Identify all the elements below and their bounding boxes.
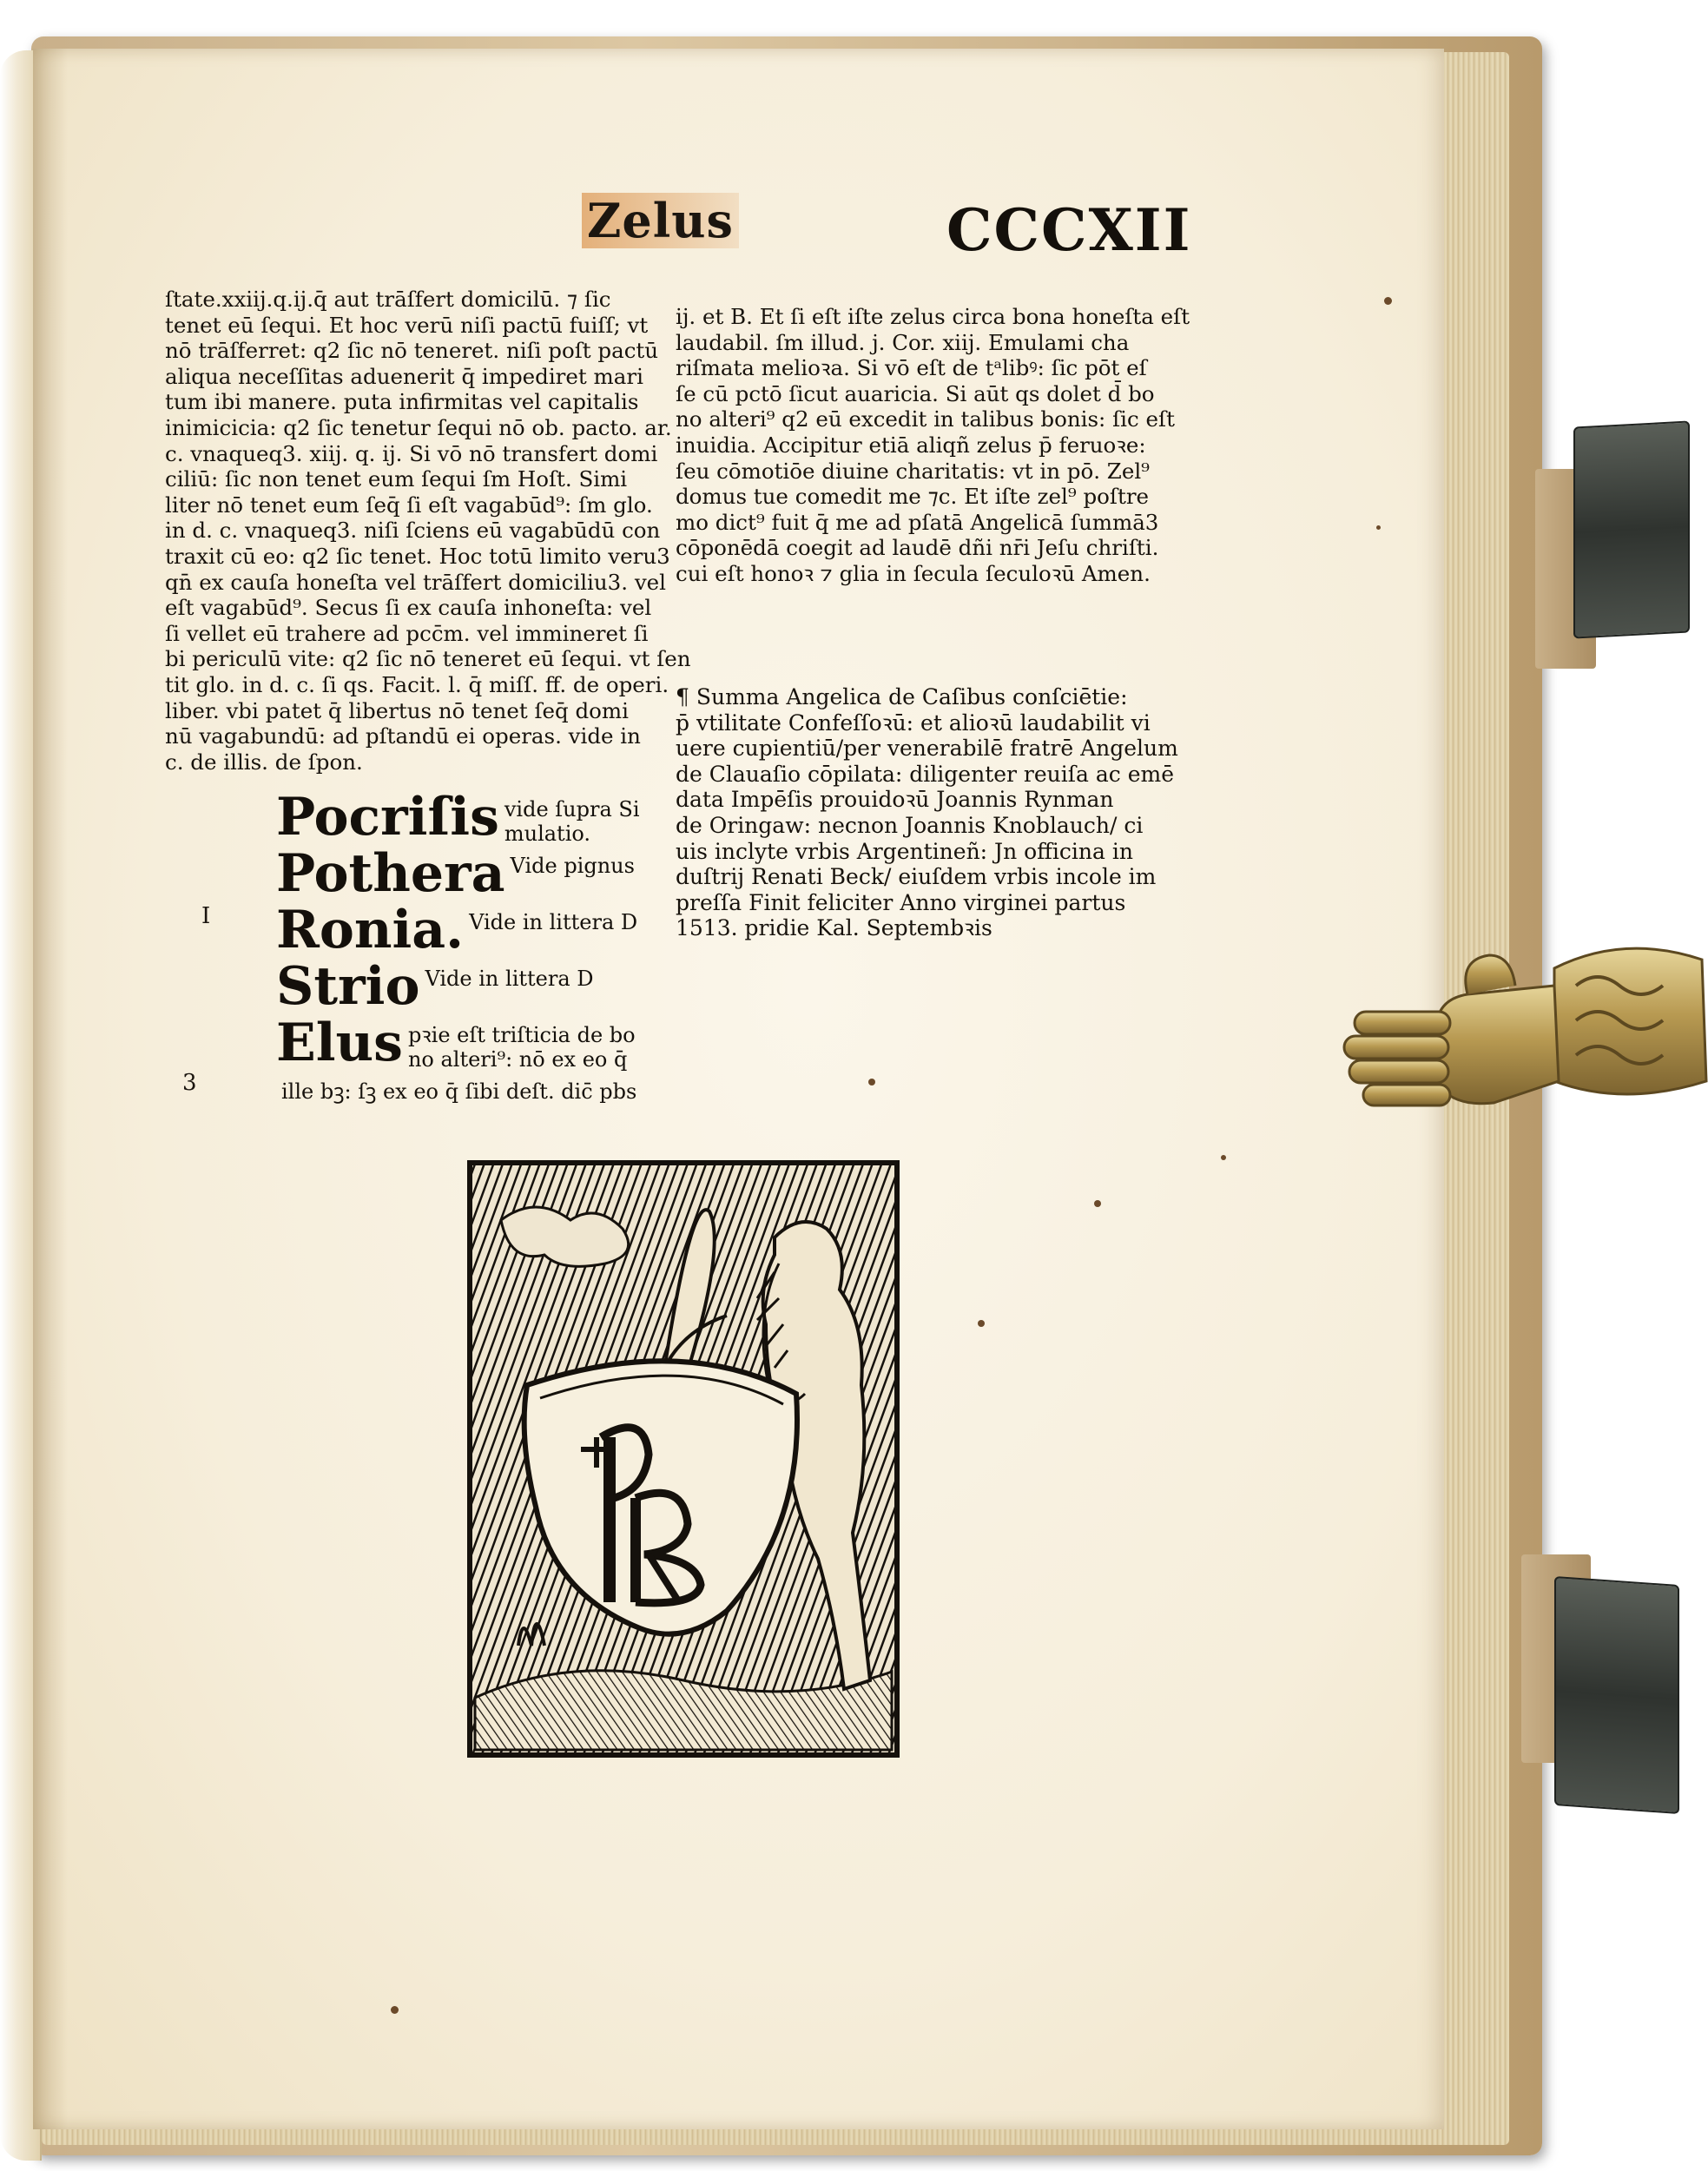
text-line: qn̄ ex cauſa honeſta vel trāſfert domiciliu3. vel: [165, 569, 666, 595]
text-line: tit glo. in d. c. ſi qs. Facit. l. q̄ miſſ. ff. de operi.: [165, 671, 669, 697]
colophon-line: preſſa Finit feliciter Anno virginei partus: [676, 889, 1126, 915]
text-line: c. vnaqueq3. xiij. q. ij. Si vō nō transfert domi: [165, 440, 658, 466]
folio-number: CCCXII: [946, 196, 1192, 264]
text-line: liter nō tenet eum ſeq̄ ſi eſt vagabūd⁹: ſm glo.: [165, 492, 653, 518]
hand-clasp-icon[interactable]: [1337, 934, 1708, 1159]
right-text-column: [676, 304, 1190, 587]
colophon: [676, 684, 1178, 941]
text-line: aliqua neceſſitas aduenerit q̄ impediret mari: [165, 363, 643, 389]
left-text-column: [165, 287, 691, 775]
foxing-spot: [1376, 525, 1381, 530]
text-line: no alteri⁹ q2 eū excedit in talibus bonis: ſic eſt: [676, 406, 1175, 432]
colophon-line: ¶ Summa Angelica de Caſibus conſciētie:: [676, 684, 1128, 709]
colophon-line: data Impēſis prouidoꝛū Joannis Rynman: [676, 787, 1114, 813]
entry-reference-line: pꝛie eſt triſticia de bo: [407, 1023, 636, 1047]
margin-mark: 3: [182, 1070, 197, 1096]
entry-reference-line: mulatio.: [504, 822, 591, 846]
text-line: mo dict⁹ fuit q̄ me ad pſatā Angelicā ſummā3: [676, 509, 1159, 535]
text-line: nō trāſferret: q2 ſic nō teneret. niſi poſt pactū: [165, 338, 659, 364]
colophon-line: p̄ vtilitate Confeſſoꝛū: et alioꝛū laudabilit vi: [676, 709, 1151, 736]
entry-pocrisis: [276, 787, 640, 848]
text-line: riſmata melioꝛa. Si vō eſt de tᵃlibꝰ: ſic pōt eſ: [676, 355, 1147, 381]
text-line: cui eſt honoꝛ ⁊ glia in ſecula ſeculoꝛū Amen.: [676, 560, 1151, 586]
entry-reference: Vide in littera D: [469, 910, 638, 934]
entry-headword: Strio: [276, 956, 420, 1017]
entry-reference: [408, 1023, 636, 1072]
text-line: ij. et B. Et ſi eſt iſte zelus circa bona honeſta eſt: [676, 304, 1190, 329]
entry-headword: Ronia.: [276, 900, 465, 960]
zelus-continuation: ille bꝫ: ſꝫ ex eo q̄ ſibi deſt. dic̄ pbs: [281, 1079, 637, 1104]
foxing-spot: [1094, 1200, 1101, 1207]
foxing-spot: [1221, 1155, 1226, 1160]
text-line: inuidia. Accipitur etiā aliqñ zelus p̄ feruoꝛe:: [676, 432, 1146, 458]
colophon-line: uis inclyte vrbis Argentineñ: Jn officina in: [676, 838, 1133, 864]
bottom-clasp-plate[interactable]: [1554, 1576, 1679, 1814]
entry-headword: Pothera: [276, 843, 505, 904]
text-line: ciliū: ſic non tenet eum ſequi ſm Hoſt. Simi: [165, 466, 628, 492]
text-line: laudabil. ſm illud. j. Cor. xiij. Emulami cha: [676, 329, 1130, 355]
text-line: traxit cū eo: q2 ſic tenet. Hoc totū limito veru3: [165, 543, 670, 569]
foxing-spot: [1384, 297, 1392, 305]
text-line: liber. vbi patet q̄ libertus nō tenet ſeq̄ domi: [165, 697, 629, 723]
colophon-line: de Clauaſio cōpilata: diligenter reuiſa ac emē: [676, 761, 1175, 787]
text-line: c. de illis. de ſpon.: [165, 749, 363, 775]
entry-reference: Vide in littera D: [425, 967, 594, 991]
text-line: tenet eū ſequi. Et hoc verū niſi pactū fuiſſ; vt: [165, 312, 649, 338]
entry-reference: Vide pignus: [510, 854, 635, 878]
text-line: ſtate.xxiij.q.ij.q̄ aut trāſfert domicilū. ⁊ ſic: [165, 287, 611, 312]
entry-headword: Pocriſis: [276, 787, 499, 848]
entry-ronia: [276, 900, 638, 960]
text-line: eſt vagabūd⁹. Secus ſi ex cauſa inhoneſta: vel: [165, 595, 652, 621]
text-line: ſe cū pctō ſicut auaricia. Si aūt qs dolet d̄ bo: [676, 380, 1155, 406]
text-line: cōponēdā coegit ad laudē dñi nr̄i Jeſu chriſti.: [676, 535, 1159, 561]
entry-reference-line: vide ſupra Si: [504, 797, 640, 822]
foxing-spot: [868, 1079, 875, 1086]
entry-headword: Elus: [276, 1013, 403, 1073]
text-line: ſi vellet eū trahere ad pcc̄m. vel immineret ſi: [165, 620, 649, 646]
margin-mark: I: [201, 903, 211, 929]
text-line: inimicicia: q2 ſic tenetur ſequi nō ob. pacto. ar.: [165, 414, 672, 440]
entry-reference: [504, 797, 640, 846]
top-clasp-plate[interactable]: [1573, 420, 1690, 638]
text-line: bi periculū vite: q2 ſic nō teneret eū ſequi. vt ſen: [165, 646, 691, 672]
entry-reference-line: no alteri⁹: nō ex eo q̄: [407, 1047, 628, 1072]
text-line: ſeu cōmotiōe diuine charitatis: vt in pō. Zel⁹: [676, 458, 1150, 484]
text-line: nū vagabundū: ad pſtandū ei operas. vide in: [165, 723, 641, 749]
entry-strio: [276, 956, 594, 1017]
running-head: Zelus: [582, 193, 739, 248]
entry-zelus: [276, 1013, 636, 1073]
gutter-shadow: [33, 49, 68, 2129]
foxing-spot: [391, 2006, 399, 2014]
colophon-line: duſtrij Renati Beck/ eiuſdem vrbis incole im: [676, 864, 1157, 890]
text-line: tum ibi manere. puta infirmitas vel capitalis: [165, 389, 639, 415]
text-line: in d. c. vnaqueq3. niſi ſciens eū vagabūdū con: [165, 518, 661, 544]
colophon-line: 1513. pridie Kal. Septembꝛis: [676, 915, 992, 941]
printers-device-woodcut: [466, 1159, 900, 1759]
text-line: domus tue comedit me ⁊c. Et iſte zel⁹ poſtre: [676, 484, 1150, 510]
colophon-line: de Oringaw: necnon Joannis Knoblauch/ ci: [676, 812, 1144, 838]
colophon-line: uere cupientiū/per venerabilē fratrē Angelum: [676, 736, 1178, 762]
entry-pothera: [276, 843, 635, 904]
foxing-spot: [978, 1320, 985, 1327]
